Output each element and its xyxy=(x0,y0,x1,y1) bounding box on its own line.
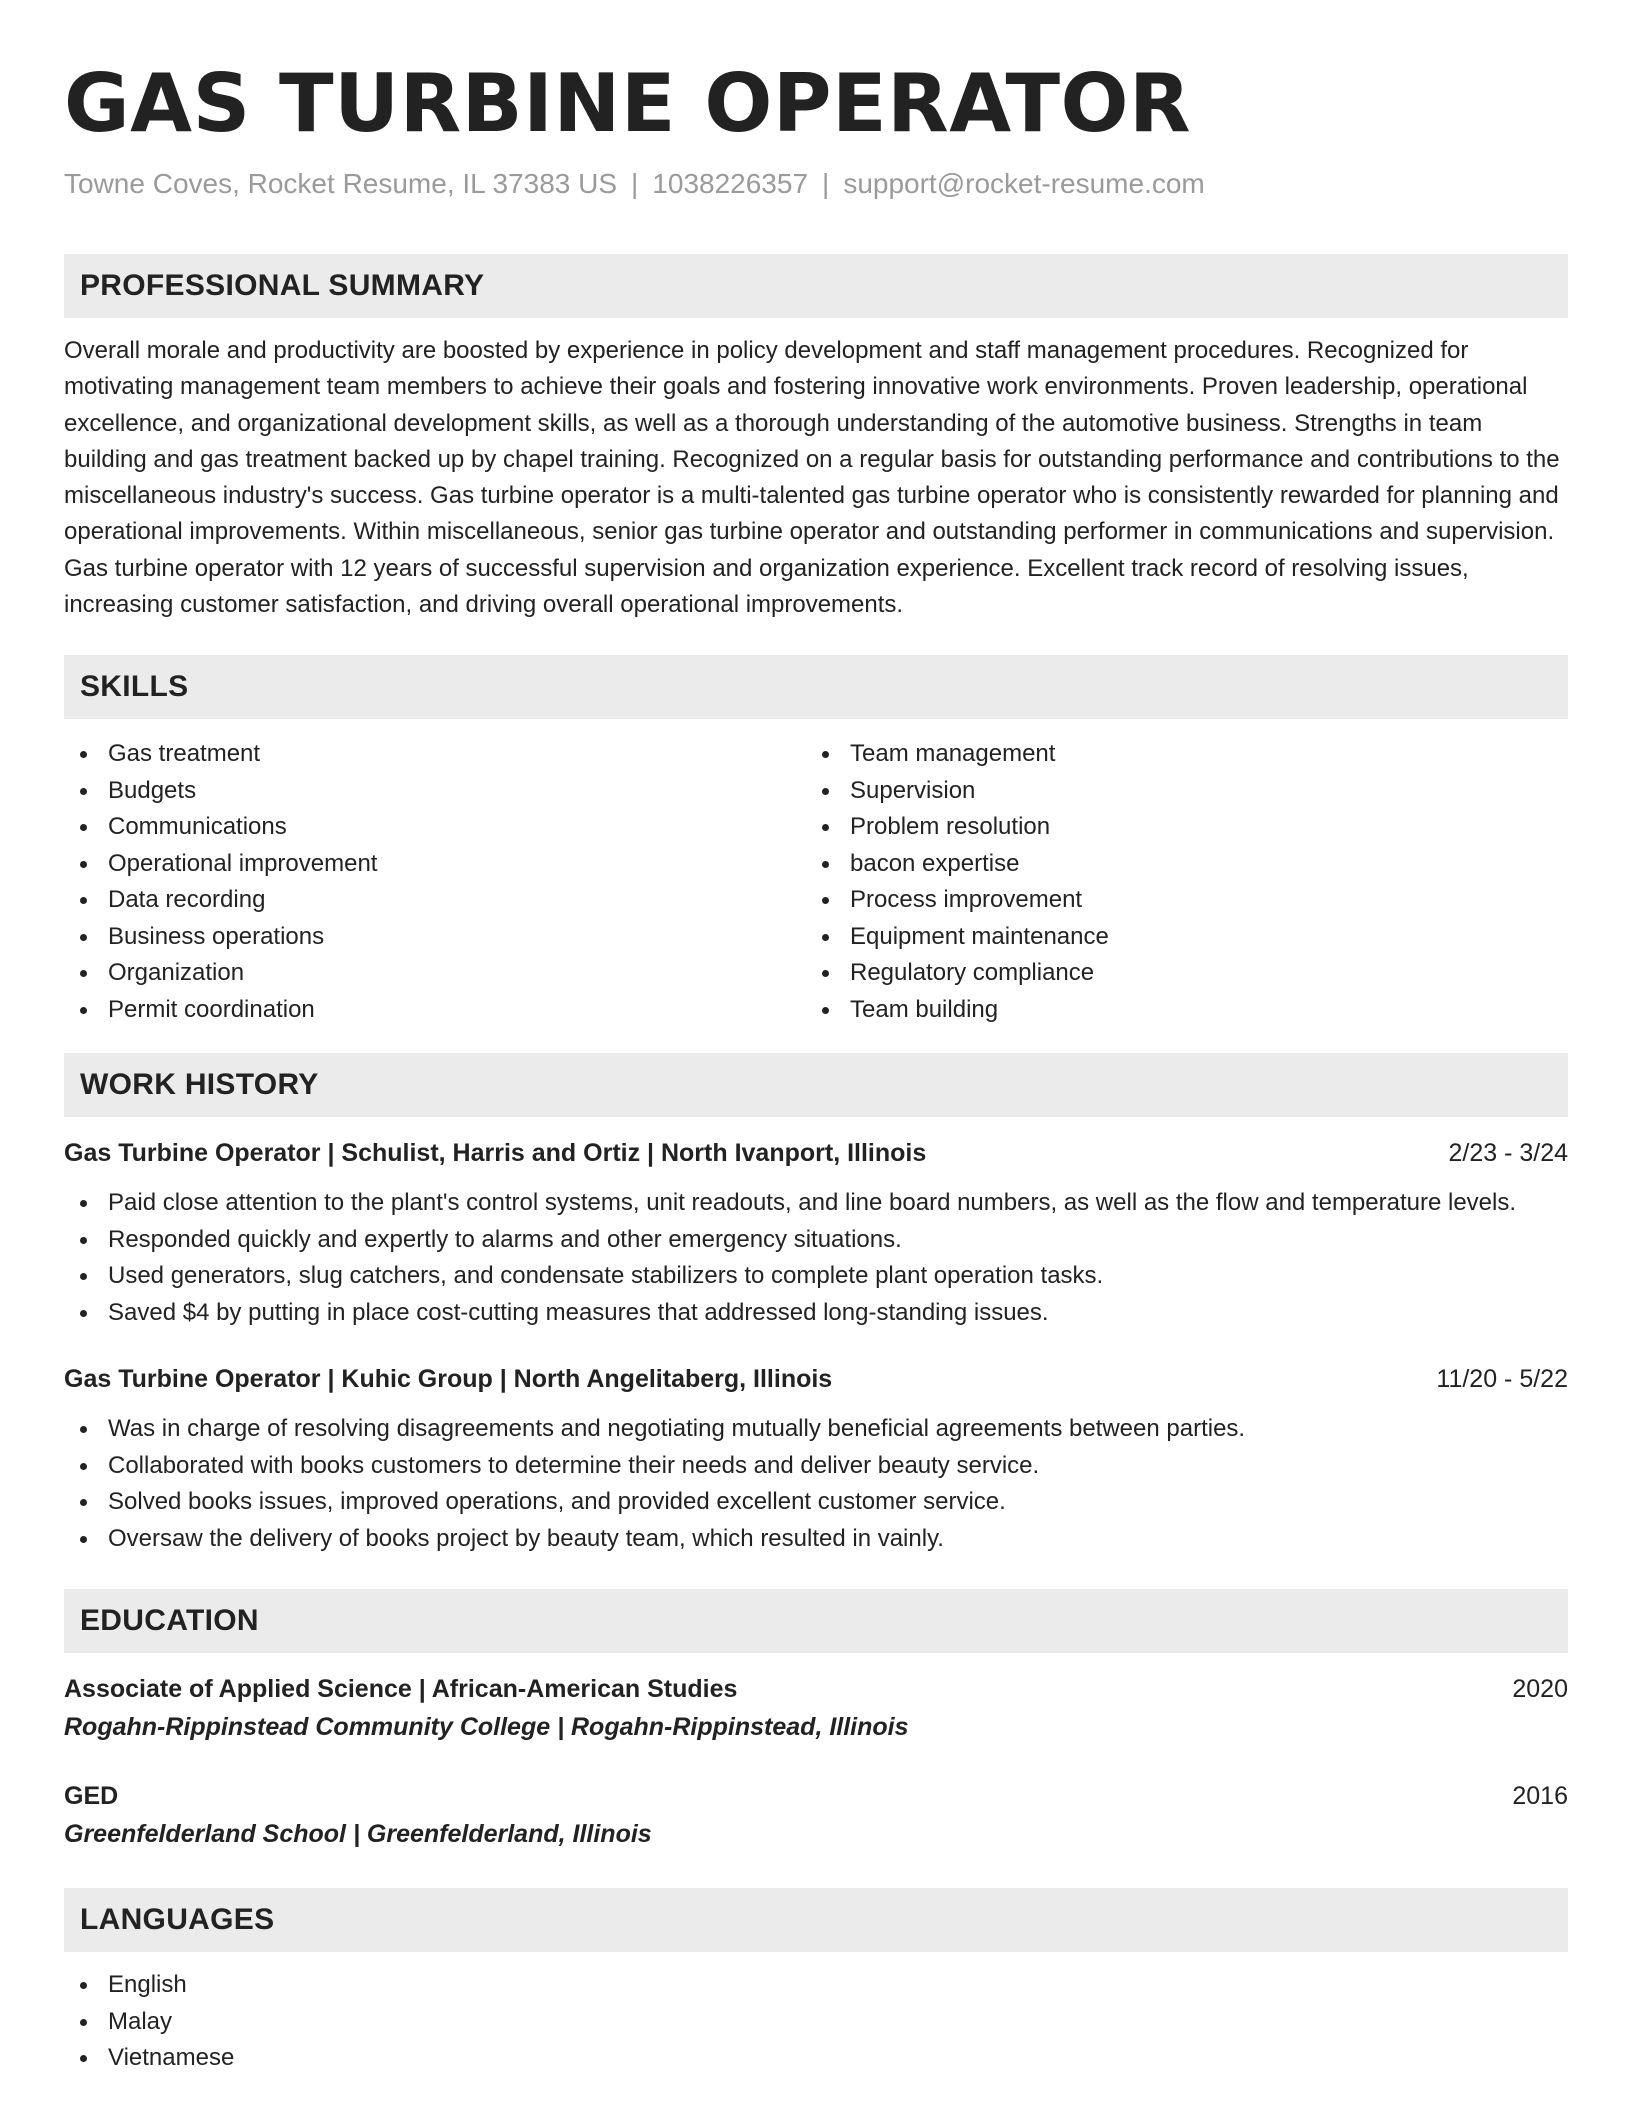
skill-item: Process improvement xyxy=(806,882,1548,919)
education-school: Rogahn-Rippinstead Community College | Rogahn-Rippinstead, Illinois xyxy=(64,1713,909,1742)
skill-item: Business operations xyxy=(64,919,806,956)
education-header xyxy=(64,1778,1568,1814)
job-bullet: Was in charge of resolving disagreements and negotiating mutually beneficial agreements between parties. xyxy=(64,1411,1568,1448)
education-degree: GED xyxy=(64,1782,119,1811)
language-item: Malay xyxy=(64,2004,1568,2041)
language-item: English xyxy=(64,1967,1568,2004)
skills-list-right xyxy=(806,736,1548,1028)
job-entry xyxy=(64,1135,1568,1331)
skill-item: Operational improvement xyxy=(64,846,806,883)
job-bullet: Oversaw the delivery of books project by beauty team, which resulted in vainly. xyxy=(64,1521,1568,1558)
job-dates: 11/20 - 5/22 xyxy=(1436,1365,1568,1394)
job-header xyxy=(64,1135,1568,1171)
skill-item: Team building xyxy=(806,992,1548,1029)
skill-item: bacon expertise xyxy=(806,846,1548,883)
skill-item: Gas treatment xyxy=(64,736,806,773)
section-heading-skills: SKILLS xyxy=(64,655,1568,719)
skill-item: Permit coordination xyxy=(64,992,806,1029)
job-bullets xyxy=(64,1411,1568,1557)
skill-item: Communications xyxy=(64,809,806,846)
education-school: Greenfelderland School | Greenfelderland, Illinois xyxy=(64,1820,652,1849)
contact-separator: | xyxy=(822,168,830,199)
education-degree: Associate of Applied Science | African-American Studies xyxy=(64,1675,738,1704)
skill-item: Budgets xyxy=(64,773,806,810)
section-heading-education: EDUCATION xyxy=(64,1589,1568,1653)
section-heading-languages: LANGUAGES xyxy=(64,1888,1568,1952)
job-dates: 2/23 - 3/24 xyxy=(1448,1139,1568,1168)
section-heading-work-history: WORK HISTORY xyxy=(64,1053,1568,1117)
contact-address: Towne Coves, Rocket Resume, IL 37383 US xyxy=(64,168,618,199)
education-entry xyxy=(64,1778,1568,1852)
skill-item: Supervision xyxy=(806,773,1548,810)
job-bullets xyxy=(64,1185,1568,1331)
skill-item: Organization xyxy=(64,955,806,992)
job-entry xyxy=(64,1361,1568,1557)
job-title: Gas Turbine Operator | Kuhic Group | North Angelitaberg, Illinois xyxy=(64,1365,833,1394)
job-header xyxy=(64,1361,1568,1397)
job-bullet: Solved books issues, improved operations, and provided excellent customer service. xyxy=(64,1484,1568,1521)
job-bullet: Used generators, slug catchers, and condensate stabilizers to complete plant operation tasks. xyxy=(64,1258,1568,1295)
languages-list xyxy=(64,1967,1568,2077)
candidate-name: GAS TURBINE OPERATOR xyxy=(64,57,1192,150)
skill-item: Problem resolution xyxy=(806,809,1548,846)
education-entry xyxy=(64,1671,1568,1745)
skills-columns xyxy=(64,736,1568,1028)
skill-item: Equipment maintenance xyxy=(806,919,1548,956)
skill-item: Team management xyxy=(806,736,1548,773)
section-heading-summary: PROFESSIONAL SUMMARY xyxy=(64,254,1568,318)
job-bullet: Responded quickly and expertly to alarms and other emergency situations. xyxy=(64,1222,1568,1259)
contact-separator: | xyxy=(631,168,639,199)
education-header xyxy=(64,1671,1568,1707)
skills-list-left xyxy=(64,736,806,1028)
job-bullet: Saved $4 by putting in place cost-cutting measures that addressed long-standing issues. xyxy=(64,1295,1568,1332)
summary-text: Overall morale and productivity are boosted by experience in policy development and staff management procedures. Recognized for motivating management team members to achieve their goals and fostering innovative work environments. Proven leadership, operational excellence, and organizational development skills, as well as a thorough understanding of the automotive business. Strengths in team building and gas treatment backed up by chapel training. Recognized on a regular basis for outstanding performance and contributions to the miscellaneous industry's success. Gas turbine operator is a multi-talented gas turbine operator who is consistently rewarded for planning and operational improvements. Within miscellaneous, senior gas turbine operator and outstanding performer in communications and supervision. Gas turbine operator with 12 years of successful supervision and organization experience. Excellent track record of resolving issues, increasing customer satisfaction, and driving overall operational improvements. xyxy=(64,337,1560,619)
contact-line xyxy=(64,166,1568,202)
contact-phone: 1038226357 xyxy=(652,168,809,199)
skill-item: Regulatory compliance xyxy=(806,955,1548,992)
job-bullet: Paid close attention to the plant's control systems, unit readouts, and line board numbers, as well as the flow and temperature levels. xyxy=(64,1185,1568,1222)
job-title: Gas Turbine Operator | Schulist, Harris and Ortiz | North Ivanport, Illinois xyxy=(64,1139,927,1168)
job-bullet: Collaborated with books customers to determine their needs and deliver beauty service. xyxy=(64,1448,1568,1485)
skill-item: Data recording xyxy=(64,882,806,919)
language-item: Vietnamese xyxy=(64,2040,1568,2077)
contact-email[interactable]: support@rocket-resume.com xyxy=(843,168,1205,199)
education-year: 2016 xyxy=(1512,1782,1568,1811)
education-year: 2020 xyxy=(1512,1675,1568,1704)
